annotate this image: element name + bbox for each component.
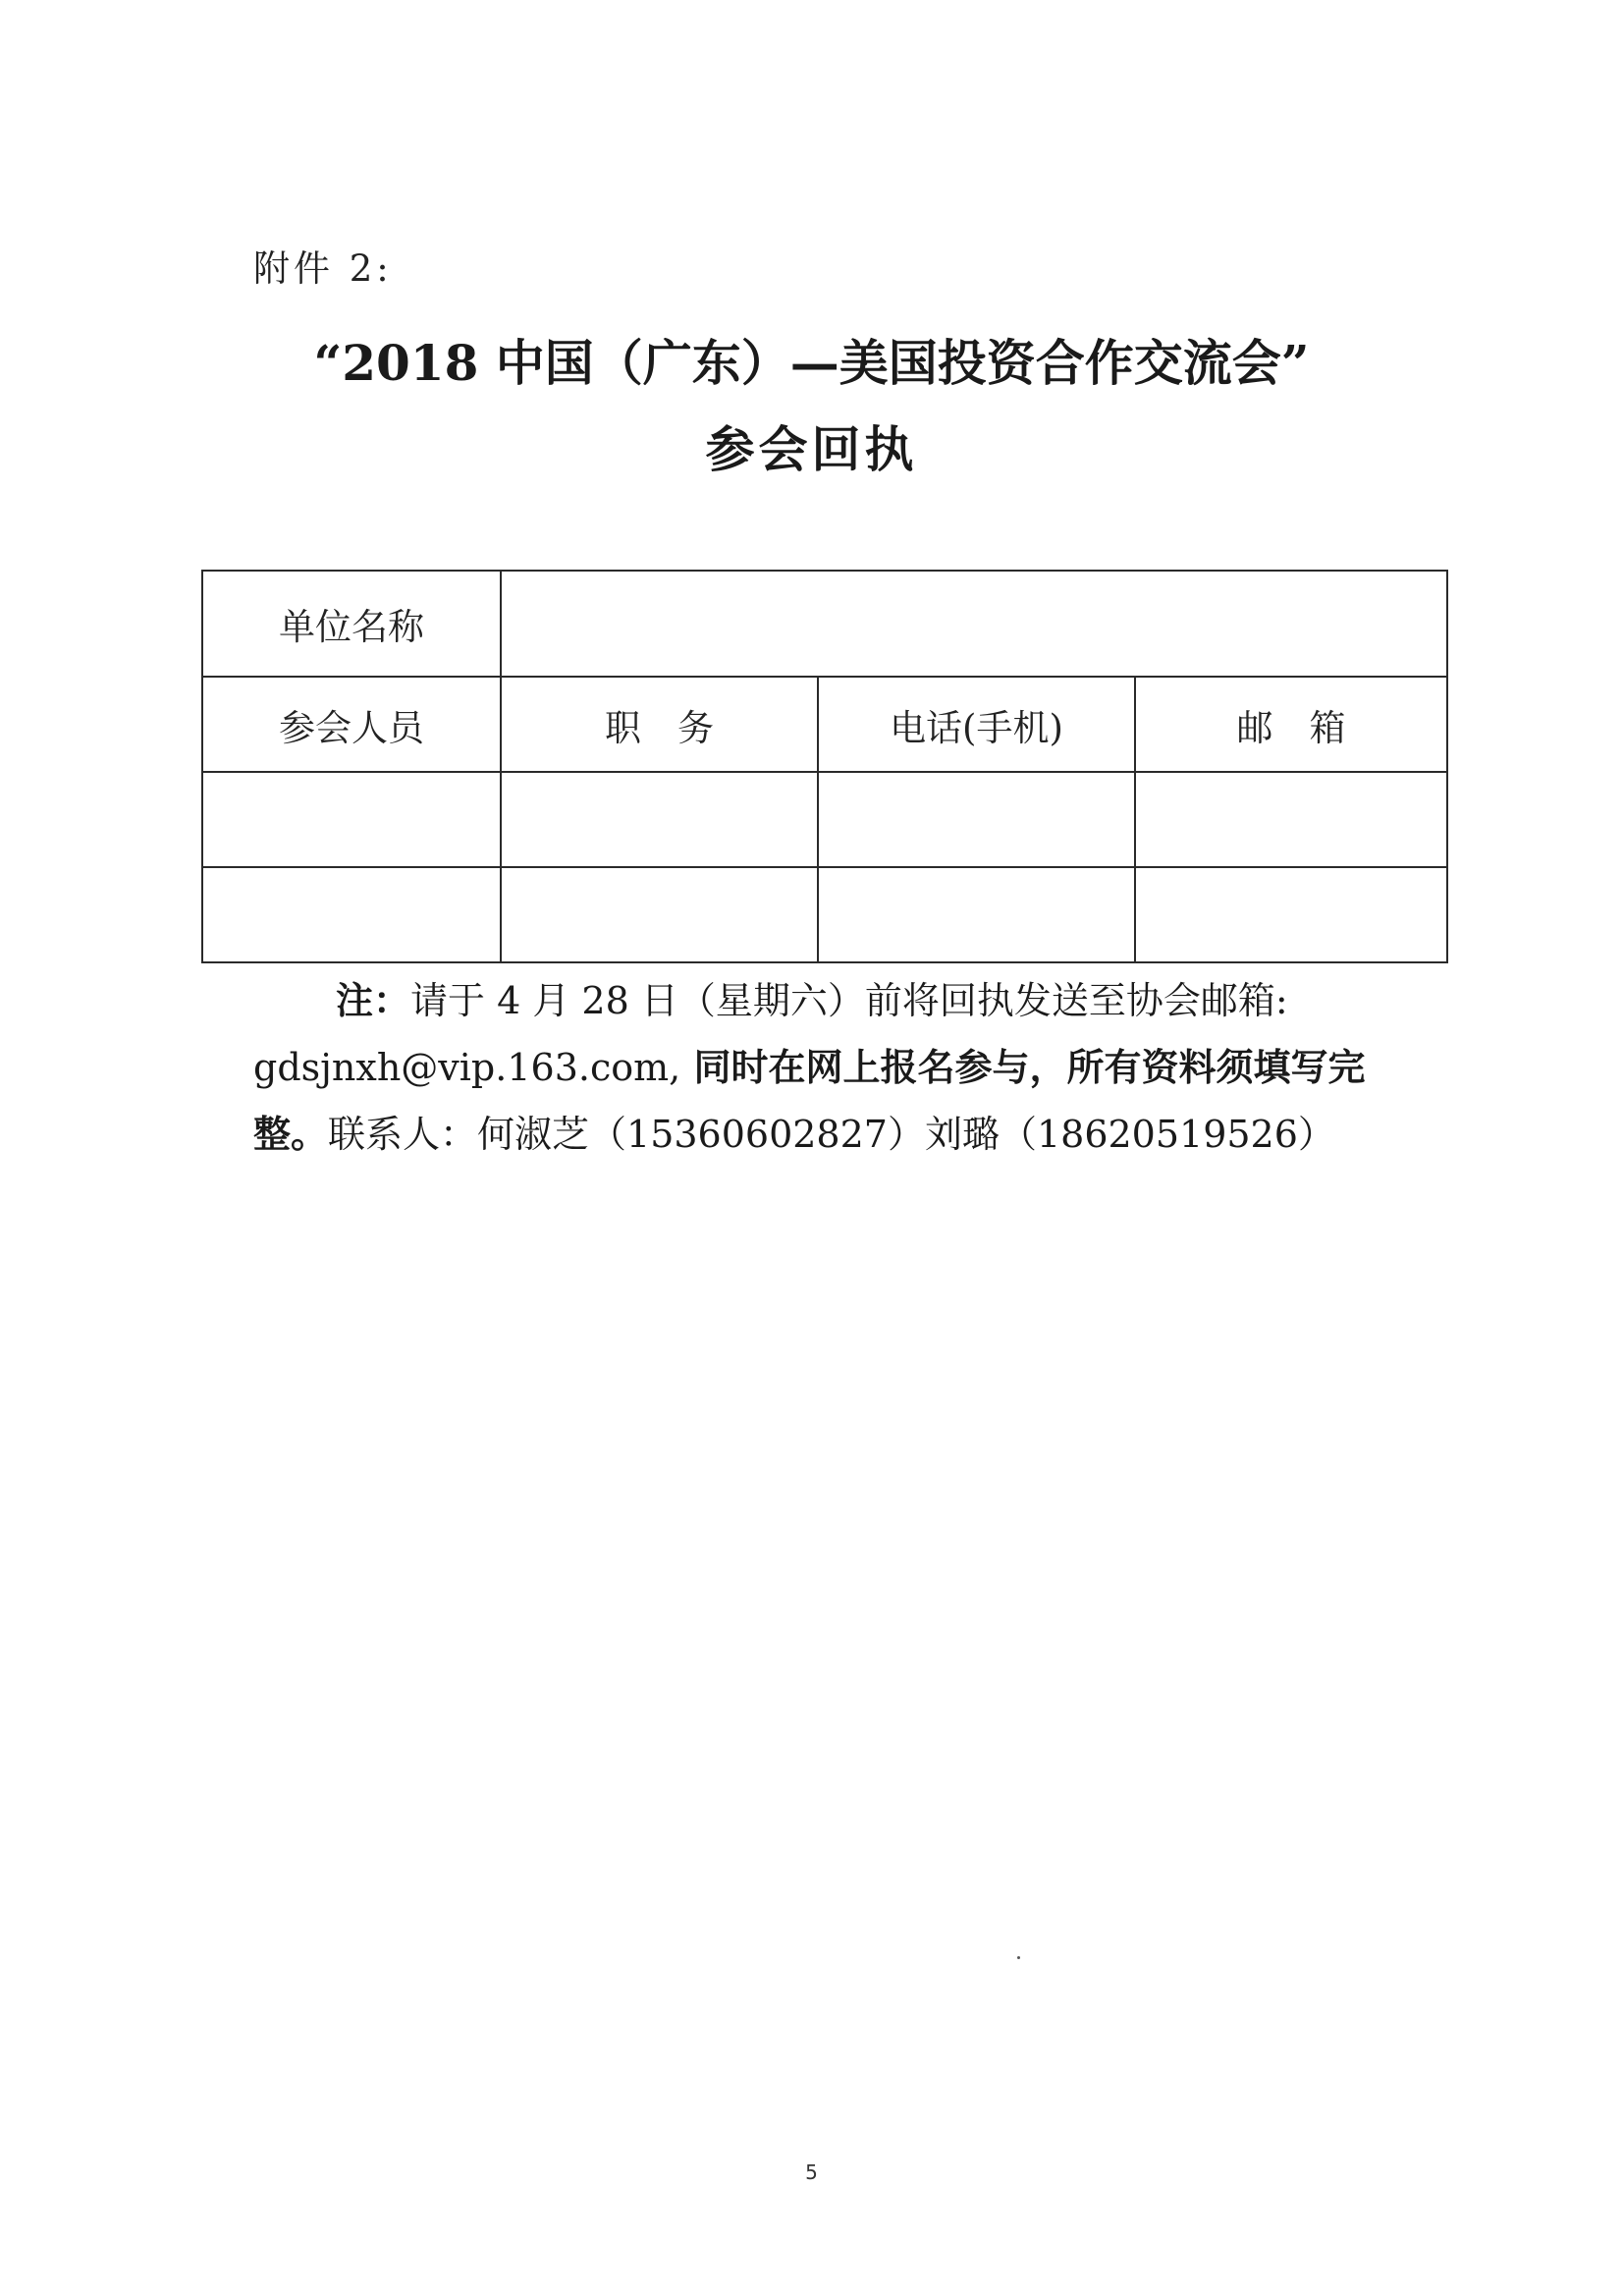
scan-speck (1017, 1956, 1020, 1959)
note-deadline-text: 请于 4 月 28 日（星期六）前将回执发送至协会邮箱: (410, 979, 1288, 1022)
association-email: gdsjnxh@vip.163.com, (253, 1046, 681, 1089)
note-completion-text: 整。 (253, 1112, 329, 1156)
table-row (202, 867, 1447, 962)
org-name-label: 单位名称 (202, 571, 501, 677)
note-line-1 (253, 967, 1407, 1034)
header-row (202, 677, 1447, 772)
org-name-field[interactable] (501, 571, 1447, 677)
note-line-3 (253, 1101, 1407, 1168)
position-header: 职 务 (501, 677, 818, 772)
email-field[interactable] (1135, 772, 1447, 867)
document-title: “2018 中国（广东）—美国投资合作交流会” (313, 334, 1310, 392)
page-number: 5 (805, 2160, 818, 2184)
attendee-field[interactable] (202, 867, 501, 962)
attendee-field[interactable] (202, 772, 501, 867)
email-field[interactable] (1135, 867, 1447, 962)
note-instructions-text: 同时在网上报名参与，所有资料须填写完 (680, 1045, 1366, 1089)
phone-header: 电话(手机) (818, 677, 1135, 772)
contact-info: 联系人：何淑芝（15360602827）刘璐（18620519526） (328, 1113, 1335, 1156)
position-field[interactable] (501, 772, 818, 867)
table-row (202, 772, 1447, 867)
registration-form-table (201, 570, 1448, 963)
note-prefix: 注： (336, 978, 411, 1022)
registration-note (253, 967, 1407, 1168)
phone-field[interactable] (818, 772, 1135, 867)
document-subtitle: 参会回执 (705, 420, 918, 478)
attendee-header: 参会人员 (202, 677, 501, 772)
attachment-label: 附件 2: (253, 247, 393, 290)
phone-field[interactable] (818, 867, 1135, 962)
email-header: 邮 箱 (1135, 677, 1447, 772)
note-line-2 (253, 1034, 1407, 1101)
org-name-row (202, 571, 1447, 677)
position-field[interactable] (501, 867, 818, 962)
